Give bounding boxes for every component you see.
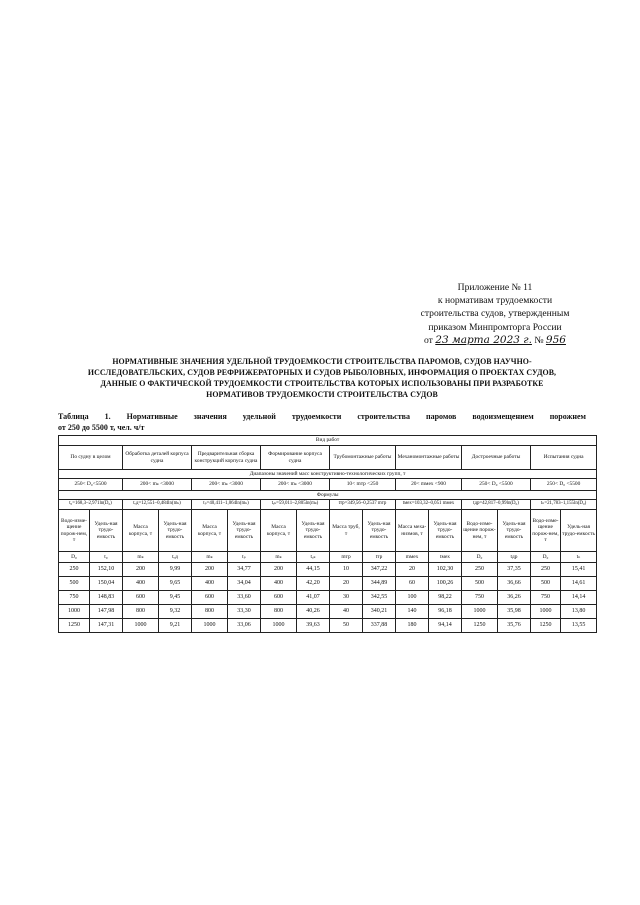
symbol-cell: D₀ [462,552,498,563]
symbol-cell: mₖ [123,552,159,563]
table-cell: 40 [330,605,363,619]
table-cell: 250 [59,563,90,577]
table-cell: 400 [192,577,228,591]
table-cell: 600 [192,591,228,605]
table-cell: 36,66 [498,577,531,591]
column-header-row [59,510,597,552]
table-cell: 1250 [462,619,498,633]
table-cell: 33,60 [228,591,261,605]
formula-cell: tₒд=12,551–0,484ln(mₖ) [123,500,192,510]
range-row [59,479,597,491]
table-caption [58,411,586,433]
appendix-line-2: к нормативам трудоемкости [437,295,553,307]
stage-header: По судну в целом [59,446,123,470]
heading-line-2: ИССЛЕДОВАТЕЛЬСКИХ, СУДОВ РЕФРИЖЕРАТОРНЫХ И СУДОВ РЫБОЛОВНЫХ, ИНФОРМАЦИЯ О ПРОЕКТАХ СУДОВ, [87,368,557,377]
column-header: Водо-изме-щение порож-нем, т [59,510,90,552]
table-cell: 1000 [192,619,228,633]
table-cell: 340,21 [363,605,396,619]
stage-header: Обработка деталей корпуса судна [123,446,192,470]
table-cell: 100 [396,591,429,605]
table-cell: 500 [462,577,498,591]
table-cell: 1000 [462,605,498,619]
range-cell: 250< D₀ <5500 [531,479,597,491]
table-cell: 750 [59,591,90,605]
caption-word: паромов [425,412,457,421]
caption-word: Таблица [58,412,89,421]
caption-word: строительства [357,412,410,421]
symbol-cell: tₒд [159,552,192,563]
table-cell: 42,20 [297,577,330,591]
table-row [59,577,597,591]
table-cell: 41,07 [297,591,330,605]
date-prefix: от [424,334,433,346]
handwritten-date: 23 марта 2023 г. [435,333,532,346]
table-cell: 800 [123,605,159,619]
table-cell: 37,35 [498,563,531,577]
handwritten-number: 956 [545,333,566,346]
range-cell: 20< mмех <900 [396,479,462,491]
caption-word: трудоемкости [291,412,342,421]
column-header: Удель-ная трудо-емкость [498,510,531,552]
caption-word: 1. [104,412,111,421]
table-cell: 40,26 [297,605,330,619]
table-cell: 44,15 [297,563,330,577]
table-row [59,591,597,605]
table-cell: 337,88 [363,619,396,633]
stage-header: Достроечные работы [462,446,531,470]
table-cell: 500 [59,577,90,591]
column-header: Удель-ная трудо-емкость [90,510,123,552]
norms-table [58,435,597,633]
stage-row [59,446,597,470]
table-cell: 94,14 [429,619,462,633]
stage-header: Испытания судна [531,446,597,470]
table-cell: 800 [261,605,297,619]
table-row [59,563,597,577]
symbol-cell: mₖ [192,552,228,563]
formula-row [59,500,597,510]
table-cell: 9,65 [159,577,192,591]
table-cell: 342,55 [363,591,396,605]
table-cell: 500 [531,577,561,591]
table-cell: 20 [330,577,363,591]
table-cell: 96,18 [429,605,462,619]
appendix-line-4: приказом Минпромторга России [428,321,562,333]
stage-header: Трубомонтажные работы [330,446,396,470]
table-cell: 9,45 [159,591,192,605]
formula-cell: tдр=42,817–0,99ln(D₀) [462,500,531,510]
table-cell: 10 [330,563,363,577]
table-cell: 33,30 [228,605,261,619]
range-cell: 200< mₖ <3000 [123,479,192,491]
number-prefix: № [534,334,544,346]
column-header: Удель-ная трудо-емкость [363,510,396,552]
range-cell: 200< mₖ <3000 [261,479,330,491]
symbol-cell: tмех [429,552,462,563]
range-cell: 250< D₀ <5500 [462,479,531,491]
symbol-cell: D₀ [531,552,561,563]
symbol-cell: t₀ [90,552,123,563]
order-date-line [400,334,590,347]
table-cell: 50 [330,619,363,633]
symbol-cell: mмех [396,552,429,563]
table-cell: 600 [261,591,297,605]
table-cell: 1000 [531,605,561,619]
table-cell: 100,26 [429,577,462,591]
symbol-cell: tтр [363,552,396,563]
caption-word: значения [193,412,227,421]
stage-header: Предварительная сборка конструкций корпуса судна [192,446,261,470]
table-cell: 152,10 [90,563,123,577]
range-cell: 200< mₖ <3000 [192,479,261,491]
table-cell: 750 [462,591,498,605]
table-cell: 60 [396,577,429,591]
table-cell: 1000 [123,619,159,633]
table-cell: 102,30 [429,563,462,577]
symbol-cell: tₐₖ [297,552,330,563]
caption-word: порожнем [549,412,586,421]
column-header: Водо-изме-щение порож-нем, т [531,510,561,552]
formula-title-row [59,491,597,500]
table-cell: 39,63 [297,619,330,633]
table-cell: 9,32 [159,605,192,619]
column-header: Удель-ная трудо-емкость [159,510,192,552]
table-cell: 347,22 [363,563,396,577]
column-header: Масса корпуса, т [192,510,228,552]
caption-word: Нормативные [126,412,178,421]
table-cell: 147,98 [90,605,123,619]
table-cell: 9,21 [159,619,192,633]
table-cell: 600 [123,591,159,605]
table-cell: 250 [531,563,561,577]
table-cell: 13,80 [561,605,597,619]
table-cell: 400 [123,577,159,591]
table-cell: 200 [123,563,159,577]
work-type-header: Вид работ [59,436,597,446]
table-cell: 250 [462,563,498,577]
symbol-cell: tдр [498,552,531,563]
table-cell: 180 [396,619,429,633]
heading-line-4: НОРМАТИВОВ ТРУДОЕМКОСТИ СТРОИТЕЛЬСТВА СУДОВ [206,390,438,399]
column-header: Масса корпуса, т [261,510,297,552]
table-cell: 35,98 [498,605,531,619]
table-cell: 1000 [261,619,297,633]
formula-title: Формулы [59,491,597,500]
table-cell: 9,99 [159,563,192,577]
table-cell: 200 [261,563,297,577]
table-cell: 14,14 [561,591,597,605]
formula-cell: tмех=103,32–0,051 mмех [396,500,462,510]
symbol-cell: mₖ [261,552,297,563]
stage-header: Механомонтажные работы [396,446,462,470]
formula-cell: tₙ=21,783–1,155ln(D₀) [531,500,597,510]
table-cell: 150,04 [90,577,123,591]
table-cell: 140 [396,605,429,619]
table-row [59,619,597,633]
table-cell: 344,89 [363,577,396,591]
heading-line-3: ДАННЫЕ О ФАКТИЧЕСКОЙ ТРУДОЕМКОСТИ СТРОИТЕЛЬСТВА КОТОРЫХ ИСПОЛЬЗОВАНЫ ПРИ РАЗРАБОТКЕ [100,379,544,388]
formula-cell: tₚ=40,411–1,064ln(mₖ) [192,500,261,510]
appendix-line-1: Приложение № 11 [457,282,533,293]
symbol-cell: tₚ [228,552,261,563]
symbol-row [59,552,597,563]
table-cell: 1000 [59,605,90,619]
range-cell: 10< mтр <250 [330,479,396,491]
document-heading [58,356,586,400]
column-header: Масса корпуса, т [123,510,159,552]
table-cell: 1250 [59,619,90,633]
table-cell: 800 [192,605,228,619]
table-cell: 20 [396,563,429,577]
table-cell: 148,83 [90,591,123,605]
table-cell: 400 [261,577,297,591]
work-type-row [59,436,597,446]
caption-line-2: от 250 до 5500 т, чел. ч/т [58,423,145,432]
table-cell: 1250 [531,619,561,633]
column-header: Удель-ная трудо-емкость [429,510,462,552]
range-title-row [59,470,597,479]
table-cell: 750 [531,591,561,605]
table-cell: 14,61 [561,577,597,591]
table-cell: 200 [192,563,228,577]
column-header: Масса меха-низмов, т [396,510,429,552]
stage-header: Формирование корпуса судна [261,446,330,470]
column-header: Водо-изме-щение порож-нем, т [462,510,498,552]
formula-cell: tтр=349,56–0,2537 mтр [330,500,396,510]
table-row [59,605,597,619]
table-cell: 33,06 [228,619,261,633]
table-cell: 147,31 [90,619,123,633]
table-cell: 13,55 [561,619,597,633]
appendix-block [400,281,590,347]
heading-line-1: НОРМАТИВНЫЕ ЗНАЧЕНИЯ УДЕЛЬНОЙ ТРУДОЕМКОСТИ СТРОИТЕЛЬСТВА ПАРОМОВ, СУДОВ НАУЧНО- [112,357,532,366]
formula-cell: t₀=168,3–2,971ln(D₀) [59,500,123,510]
formula-cell: tₐₖ=59,011–2,805ln(mₖ) [261,500,330,510]
range-cell: 250< D₀<5500 [59,479,123,491]
table-cell: 35,76 [498,619,531,633]
column-header: Удель-ная трудо-емкость [297,510,330,552]
table-cell: 36,26 [498,591,531,605]
appendix-line-3: строительства судов, утвержденным [420,308,570,320]
symbol-cell: mтр [330,552,363,563]
column-header: Масса труб, т [330,510,363,552]
column-header: Удель-ная трудо-емкость [561,510,597,552]
caption-line-1 [58,411,586,422]
table-cell: 34,77 [228,563,261,577]
caption-word: водоизмещением [472,412,534,421]
table-cell: 15,41 [561,563,597,577]
table-cell: 98,22 [429,591,462,605]
symbol-cell: tₙ [561,552,597,563]
caption-word: удельной [242,412,276,421]
column-header: Удель-ная трудо-емкость [228,510,261,552]
table-cell: 30 [330,591,363,605]
symbol-cell: D₀ [59,552,90,563]
range-title: Диапазоны значений масс конструктивно-технологических групп, т [59,470,597,479]
table-cell: 34,04 [228,577,261,591]
